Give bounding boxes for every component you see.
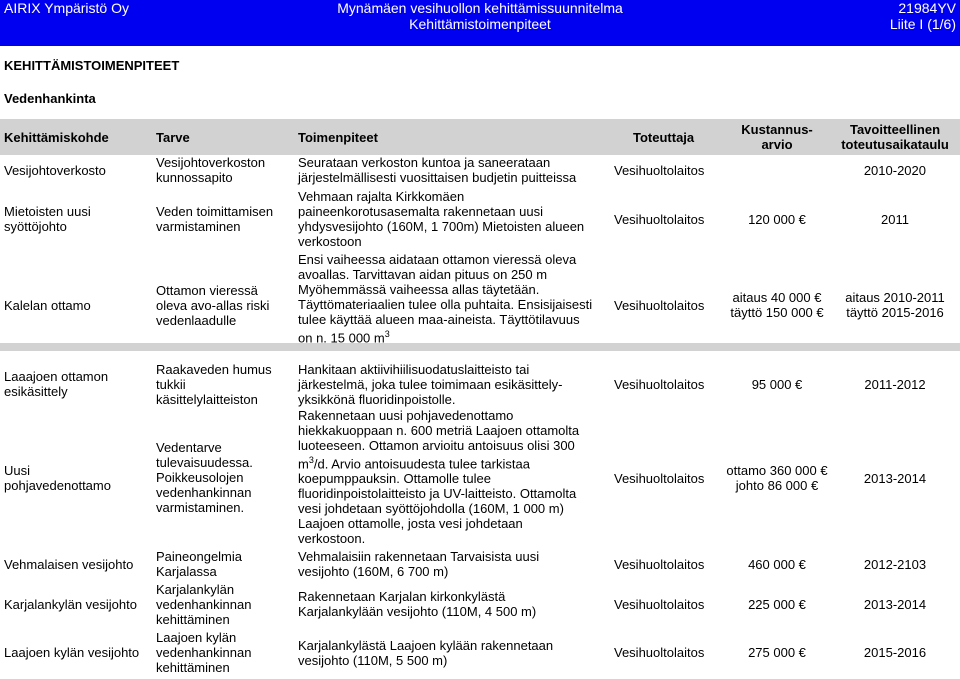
row-kohde: Mietoisten uusi syöttöjohto — [4, 204, 91, 234]
row-kohde: Karjalankylän vesijohto — [4, 597, 137, 612]
page-title: KEHITTÄMISTOIMENPITEET — [4, 58, 180, 73]
row-toimenpiteet: Karjalankylästä Laajoen kylään rakennetaan vesijohto (110M, 5 500 m) — [298, 638, 554, 668]
column-header-tarve: Tarve — [156, 130, 190, 145]
table-header — [0, 119, 960, 155]
column-header-toteuttaja: Toteuttaja — [633, 130, 695, 145]
column-header-kustannus-line1: Kustannus- — [741, 122, 813, 137]
row-toteuttaja: Vesihuoltolaitos — [614, 377, 705, 392]
company-name: AIRIX Ympäristö Oy — [4, 0, 130, 16]
column-header-kohde: Kehittämiskohde — [4, 130, 109, 145]
row-toteuttaja: Vesihuoltolaitos — [614, 298, 705, 313]
column-header-toimenpiteet: Toimenpiteet — [298, 130, 378, 145]
row-aikataulu: 2011 — [881, 212, 909, 227]
row-tarve: Ottamon vieressä oleva avo-allas riski vedenlaadulle — [156, 283, 270, 328]
row-kohde: Laaajoen ottamon esikäsittely — [4, 369, 109, 399]
column-header-kustannus-line2: arvio — [761, 137, 793, 152]
row-toteuttaja: Vesihuoltolaitos — [614, 557, 705, 572]
column-header-aikataulu-line1: Tavoitteellinen — [849, 122, 941, 137]
appendix-label: Liite I (1/6) — [889, 16, 956, 32]
row-toimenpiteet: Rakennetaan Karjalan kirkonkylästä Karjalankylään vesijohto (110M, 4 500 m) — [298, 589, 537, 619]
row-tarve: Vedentarve tulevaisuudessa. Poikkeusolojen vedenhankinnan varmistaminen. — [156, 440, 253, 515]
row-aikataulu: 2011-2012 — [864, 377, 926, 392]
row-toteuttaja: Vesihuoltolaitos — [614, 645, 705, 660]
row-aikataulu: 2010-2020 — [863, 163, 926, 178]
document-number: 21984YV — [898, 0, 956, 16]
row-kohde: Vehmalaisen vesijohto — [4, 557, 134, 572]
row-kustannus: ottamo 360 000 € johto 86 000 € — [726, 463, 828, 493]
row-kohde: Uusi pohjavedenottamo — [4, 463, 111, 493]
row-toteuttaja: Vesihuoltolaitos — [614, 212, 705, 227]
row-toimenpiteet: Ensi vaiheessa aidataan ottamon vieressä oleva avoallas. Tarvittavan aidan pituus on 250 m Myöhemmässä vaiheessa allas täytetään. Täyttömateriaalien tulee olla puhtaita. Ensisijaisesti tulee käyttää alueen maa-aineista. Täyttötilavuus on n. 15 000 $m^3$ — [298, 252, 593, 346]
section-title: Vedenhankinta — [4, 91, 96, 106]
row-toimenpiteet: Hankitaan aktiivihiilisuodatuslaitteisto tai järkestelmä, joka tulee toimimaan esikäsittely- yksikkönä fluoridinpoistolle. — [298, 362, 563, 407]
document-subtitle: Kehittämistoimenpiteet — [409, 16, 551, 32]
row-kustannus: 225 000 € — [748, 597, 806, 612]
row-tarve: Paineongelmia Karjalassa — [156, 549, 243, 579]
column-header-kustannus — [722, 122, 832, 152]
row-aikataulu: 2013-2014 — [863, 597, 927, 612]
row-kustannus: aitaus 40 000 € täyttö 150 000 € — [730, 290, 824, 320]
row-toteuttaja: Vesihuoltolaitos — [614, 471, 705, 486]
row-toimenpiteet: Vehmalaisiin rakennetaan Tarvaisista uusi vesijohto (160M, 6 700 m) — [298, 549, 540, 579]
row-tarve: Vesijohtoverkoston kunnossapito — [156, 155, 266, 185]
row-kohde: Laajoen kylän vesijohto — [4, 645, 140, 660]
row-aikataulu: 2013-2014 — [863, 471, 927, 486]
row-toimenpiteet: Seurataan verkoston kuntoa ja saneerataan järjestelmällisesti vuosittaisen budjetin puitteissa — [298, 155, 577, 185]
row-kohde: Kalelan ottamo — [4, 298, 91, 313]
row-tarve: Karjalankylän vedenhankinnan kehittäminen — [156, 582, 252, 627]
row-aikataulu: aitaus 2010-2011 täyttö 2015-2016 — [845, 290, 945, 320]
row-aikataulu: 2015-2016 — [863, 645, 927, 660]
column-header-aikataulu-line2: toteutusaikataulu — [841, 137, 949, 152]
row-tarve: Veden toimittamisen varmistaminen — [156, 204, 274, 234]
row-toimenpiteet: Vehmaan rajalta Kirkkomäen paineenkorotusasemalta rakennetaan uusi yhdysvesijohto (160M, 1 700m) Mietoisten alueen verkostoon — [298, 189, 585, 249]
column-header-aikataulu — [830, 122, 960, 152]
row-tarve: Raakaveden humus tukkii käsittelylaitteiston — [156, 362, 272, 407]
row-kustannus: 275 000 € — [748, 645, 806, 660]
row-kustannus: 120 000 € — [748, 212, 806, 227]
row-toteuttaja: Vesihuoltolaitos — [614, 163, 705, 178]
row-toimenpiteet: Rakennetaan uusi pohjavedenottamo hiekkakuoppaan n. 600 metriä Laajoen ottamolta luoteeseen. Ottamon arvioitu antoisuus olisi 300 $m^3/d$. Arvio antoisuudesta tulee tarkistaa koepumppauksin. Ottamolle tulee fluoridinpoistolaitteisto ja UV-laitteisto. Ottamolta vesi johdetaan syöttöjohdolla (160M, 1 000 m) Laajoen ottamolle, josta vesi johdetaan verkostoon. — [298, 408, 580, 547]
row-kohde: Vesijohtoverkosto — [4, 163, 106, 178]
row-kustannus: 460 000 € — [748, 557, 806, 572]
row-kustannus: 95 000 € — [751, 377, 803, 392]
document-title: Mynämäen vesihuollon kehittämissuunnitelma — [337, 0, 623, 16]
row-tarve: Laajoen kylän vedenhankinnan kehittäminen — [156, 630, 252, 675]
document-header-bar — [0, 0, 960, 46]
row-aikataulu: 2012-2103 — [863, 557, 927, 572]
row-toteuttaja: Vesihuoltolaitos — [614, 597, 705, 612]
